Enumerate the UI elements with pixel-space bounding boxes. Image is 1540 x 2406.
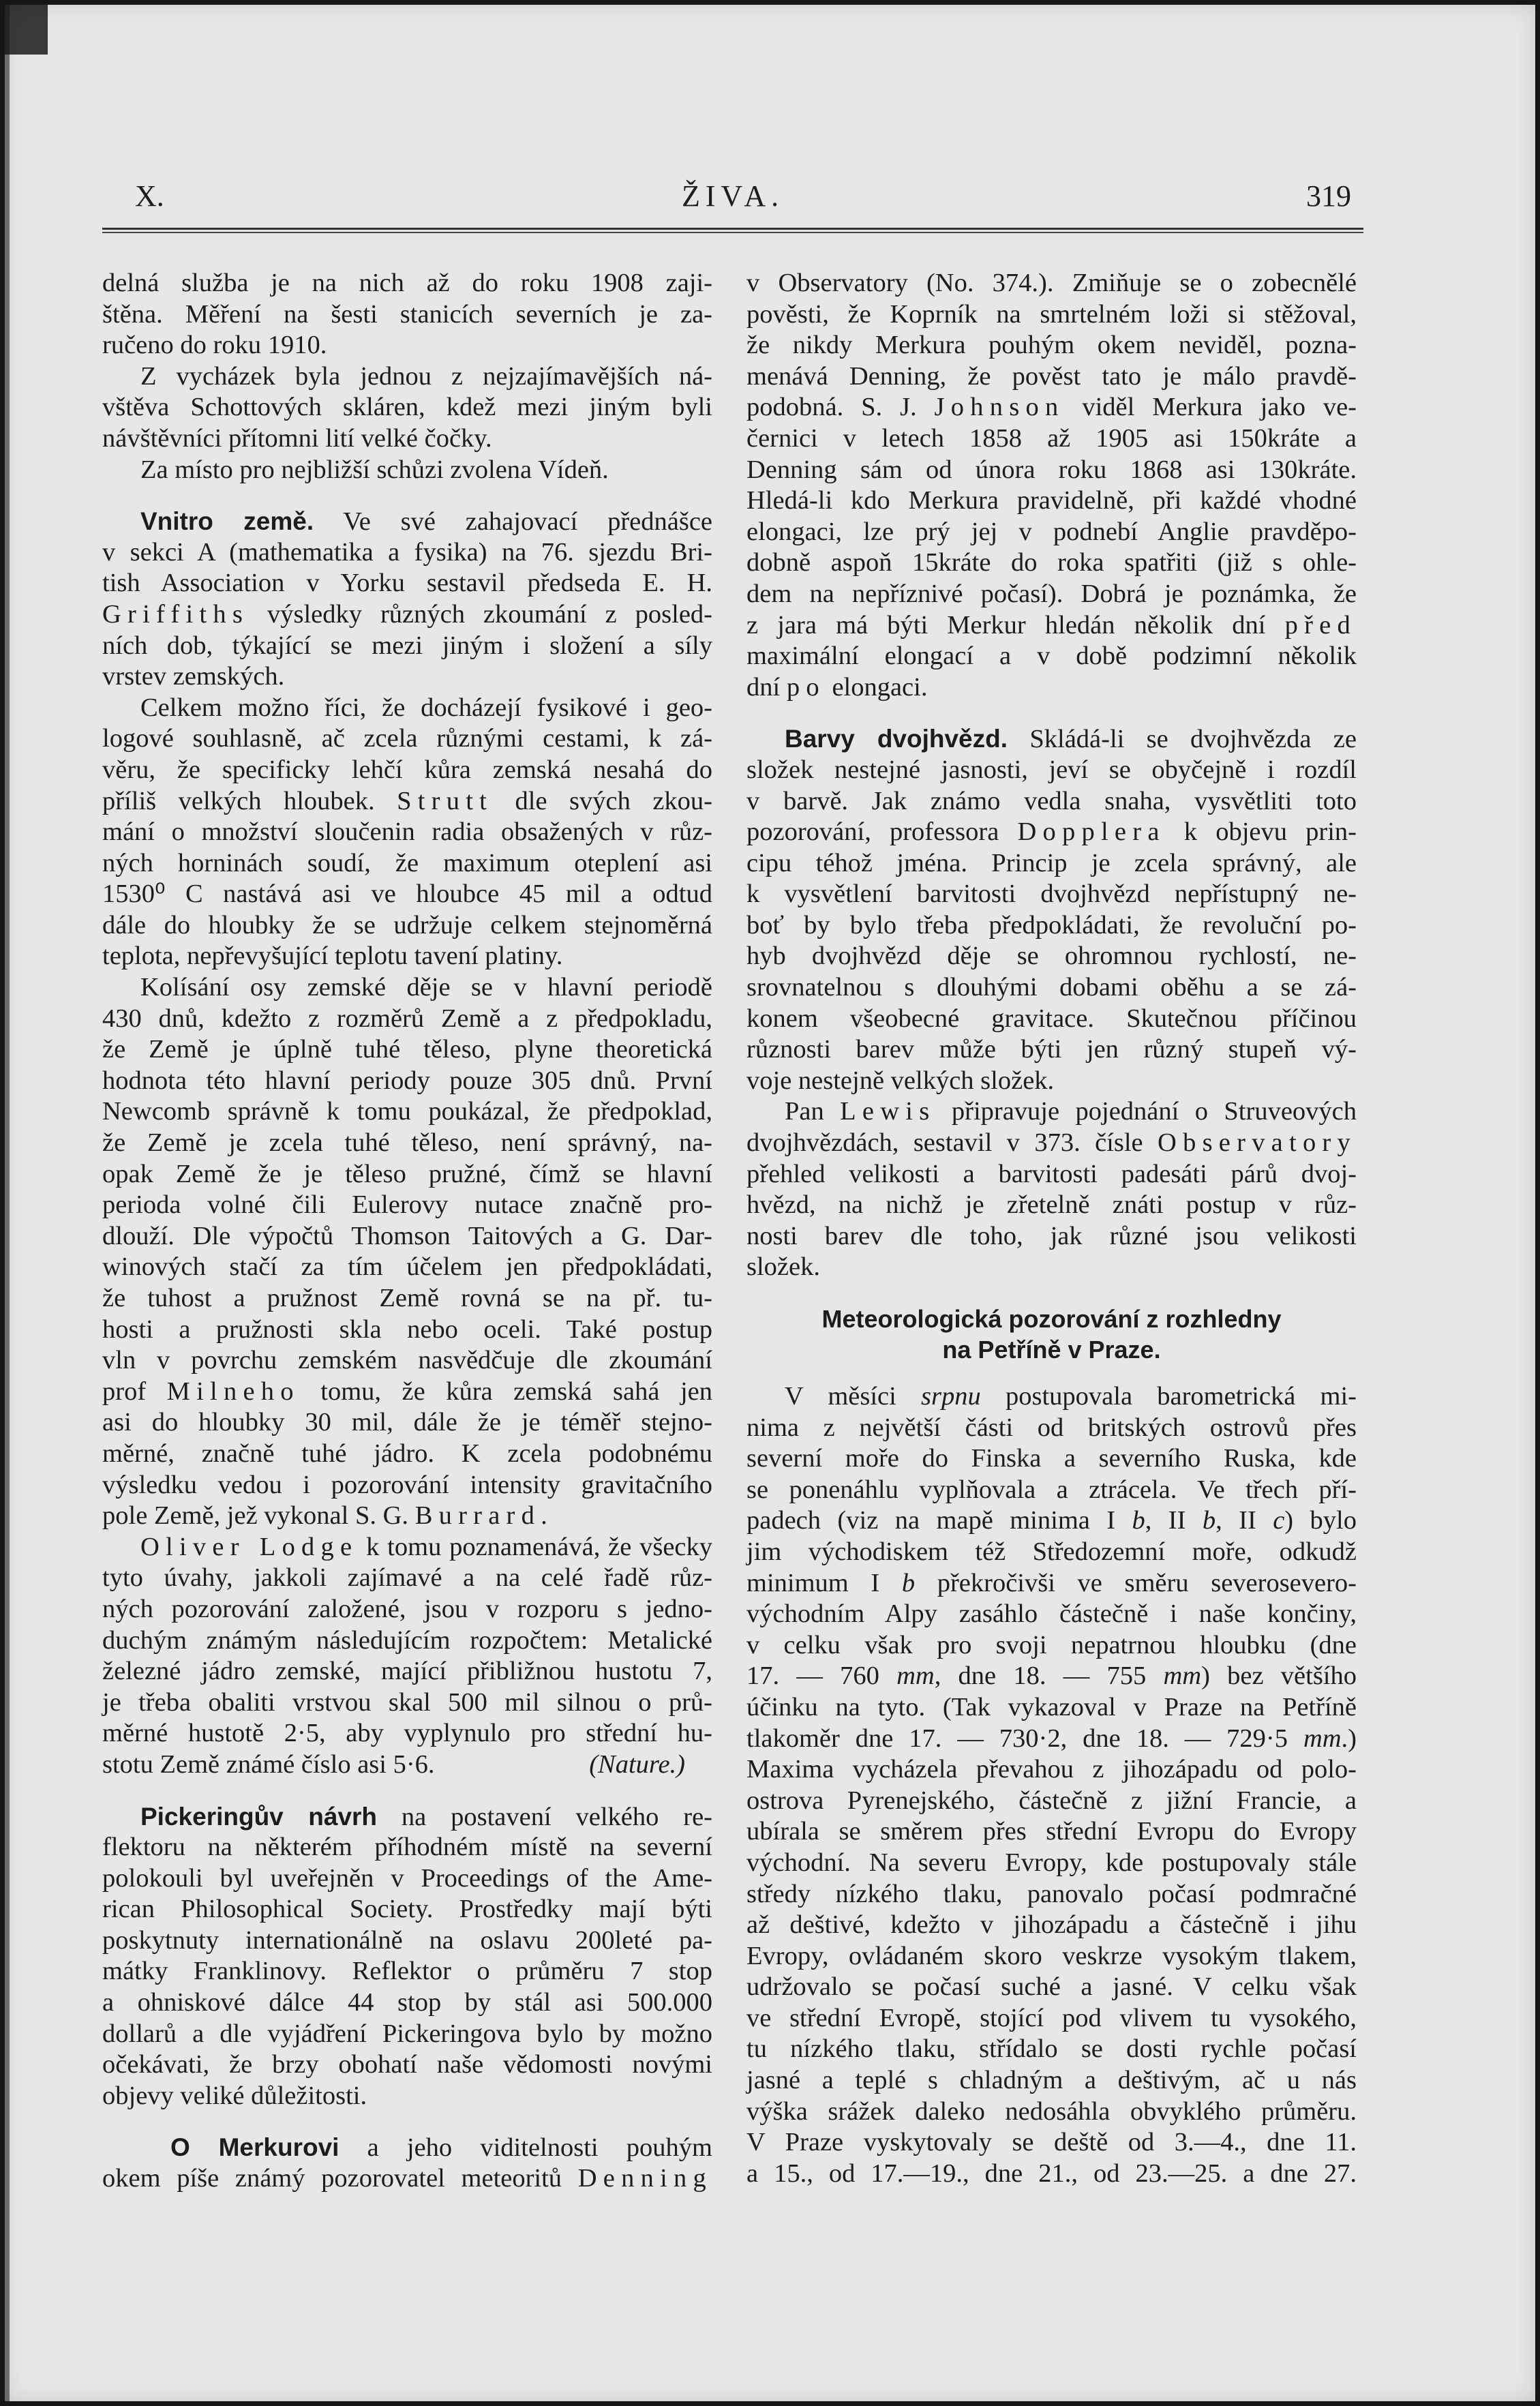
paragraph xyxy=(746,1381,1357,2189)
text-run: Ve své zahajovací přednášce xyxy=(314,507,712,537)
text-line: maximální elongací a v době podzimní několik xyxy=(746,642,1357,671)
text-line: návštěvníci přítomni lití velké čočky. xyxy=(102,423,492,453)
section-heading xyxy=(746,1304,1357,1365)
text-run: a jeho viditelnosti pouhým xyxy=(339,2133,712,2163)
text-line: hodnota této hlavní periody pouze 305 dnů. První xyxy=(102,1066,712,1095)
italic-text: c xyxy=(1273,1506,1285,1535)
text-run: pozorování, professora xyxy=(746,817,1018,847)
text-run: dle svých zkou- xyxy=(493,786,712,815)
text-line: ostrova Pyrenejského, částečně z jižní Francie, a xyxy=(746,1786,1357,1815)
text-line: V Praze vyskytovaly se deště od 3.—4., dne 11. xyxy=(746,2128,1357,2157)
text-run: , dne 18. — 755 xyxy=(934,1661,1164,1691)
text-run: na postavení velkého re- xyxy=(377,1802,712,1831)
text-line: Maxima vycházela převahou z jihozápadu od polo- xyxy=(746,1755,1357,1784)
text-run: z jara má býti Merkur hledán několik dní xyxy=(746,610,1285,640)
text-line: měrné, značně tuhé jádro. K zcela podobnému xyxy=(102,1439,712,1468)
text-run: k tomu poznamenává, že všecky xyxy=(358,1532,712,1561)
text-line: objevy veliké důležitosti. xyxy=(102,2081,367,2110)
text-line: černici v letech 1858 až 1905 asi 150kráte a xyxy=(746,423,1357,453)
scan-edge xyxy=(0,0,10,2406)
text-line: opak Země že je těleso pružné, čímž se hlavní xyxy=(102,1159,712,1188)
paragraph xyxy=(746,268,1357,703)
text-line: Kolísání osy zemské děje se v hlavní periodě xyxy=(140,973,712,1002)
text-run: Pan xyxy=(785,1097,841,1126)
text-line xyxy=(746,817,1357,848)
spaced-name: Griffiths xyxy=(102,599,250,629)
article-section xyxy=(102,2132,712,2194)
text-run: podobná. S. J. xyxy=(746,393,935,422)
text-line: Hledá-li kdo Merkura pravidelně, při každé vhodné xyxy=(746,486,1357,515)
text-line xyxy=(746,1661,1357,1692)
article-section xyxy=(746,268,1357,703)
text-line: mání o množství sloučenin radia obsažených v růz- xyxy=(102,817,712,847)
text-line: konem všeobecné gravitace. Skutečnou příčinou xyxy=(746,1004,1357,1033)
text-line: tish Association v Yorku sestavil předseda E. H. xyxy=(102,569,712,598)
text-line: voje nestejně velkých složek. xyxy=(746,1066,1055,1095)
text-line: očekávati, že brzy obohatí naše vědomosti novými xyxy=(102,2050,712,2079)
text-line: v Observatory (No. 374.). Zmiňuje se o zobecnělé xyxy=(746,269,1357,297)
paragraph xyxy=(102,693,712,972)
spaced-name: Oliver Lodge xyxy=(140,1532,359,1561)
italic-text: b xyxy=(1202,1506,1216,1535)
text-line: Za místo pro nejbližší schůzi zvolena Vídeň. xyxy=(140,455,609,484)
spaced-name: Dopplera xyxy=(1017,817,1166,847)
text-run: minimum I xyxy=(746,1568,902,1597)
text-line: menává Denning, že pověst tato je málo pravdě- xyxy=(746,361,1357,391)
spaced-name: Strutt xyxy=(397,786,494,815)
text-line: Newcomb správně k tomu poukázal, že předpoklad, xyxy=(102,1097,712,1126)
text-line xyxy=(102,1377,712,1408)
text-line: v celku však pro svoji nepatrnou hloubku (dne xyxy=(746,1630,1357,1659)
text-line: srovnatelnou s dlouhými dobami oběhu a se zá- xyxy=(746,973,1357,1002)
spaced-name: Lewis xyxy=(840,1097,936,1126)
text-line: 430 dnů, kdežto z rozměrů Země a z předpokladu, xyxy=(102,1004,712,1033)
text-run: stotu Země známé číslo asi 5·6. xyxy=(102,1749,435,1779)
text-line xyxy=(746,392,1357,423)
text-line: různosti barev může býti jen různý stupeň vý- xyxy=(746,1035,1357,1064)
text-line: je třeba obaliti vrstvou skal 500 mil silnou o prů- xyxy=(102,1687,712,1717)
text-line: vln v povrchu zemském nasvědčuje dle zkoumání xyxy=(102,1346,712,1375)
text-line: že tuhost a pružnost Země rovná se na př. tu- xyxy=(102,1284,712,1312)
text-line xyxy=(746,1568,1357,1599)
journal-title: ŽIVA. xyxy=(681,179,784,213)
text-line: až deštivé, kdežto v jihozápadu a částečně i jihu xyxy=(746,1910,1357,1940)
text-line: cipu téhož jména. Princip je zcela správný, ale xyxy=(746,848,1357,877)
article-section xyxy=(746,723,1357,1283)
text-line: dollarů a dle vyjádření Pickeringova bylo by možno xyxy=(102,2019,712,2048)
text-line: měrné hustotě 2·5, aby vyplynulo pro střední hu- xyxy=(102,1719,712,1748)
text-run: tlakoměr dne 17. — 730·2, dne 18. — 729·5 xyxy=(746,1724,1303,1753)
text-line: výsledku vedou i pozorování intensity gravitačního xyxy=(102,1470,712,1499)
text-line xyxy=(102,1801,712,1833)
spaced-name: před xyxy=(1284,610,1357,640)
italic-text: srpnu xyxy=(921,1382,981,1411)
text-line: ručeno do roku 1910. xyxy=(102,331,327,360)
text-line: dobně aspoň 15kráte do roka spatřiti (již s ohle- xyxy=(746,548,1357,577)
text-line: logové souhlasně, ač zcela různými cestami, k zá- xyxy=(102,724,712,753)
bold-lead-in: O Merkurovi xyxy=(170,2133,339,2162)
text-line: severní moře do Finska a severního Ruska, kde xyxy=(746,1444,1357,1473)
text-run: pole Země, jež vykonal S. G. xyxy=(102,1501,415,1531)
text-line: hosti a pružnosti skla nebo oceli. Také postup xyxy=(102,1314,712,1344)
text-line: středy nízkého tlaku, panovalo počasí podmračné xyxy=(746,1879,1357,1908)
spaced-name: Burrard xyxy=(414,1501,541,1531)
text-line: že nikdy Merkura pouhým okem neviděl, pozna- xyxy=(746,331,1357,360)
text-line: udržovalo se počasí suché a jasné. V celku však xyxy=(746,1972,1357,2002)
paragraph xyxy=(746,1096,1357,1283)
text-run: k objevu prin- xyxy=(1165,817,1357,847)
text-line xyxy=(102,599,712,631)
text-line: dlouží. Dle výpočtů Thomson Taitových a G. Dar- xyxy=(102,1221,712,1250)
source-citation xyxy=(589,1749,685,1781)
text-line: hyb dvojhvězd děje se ohromnou rychlostí, ne- xyxy=(746,942,1357,971)
text-line: východní. Na severu Evropy, kde postupovaly stále xyxy=(746,1848,1357,1877)
text-line: ve střední Evropě, stojící pod vlivem tu vysokého, xyxy=(746,2003,1357,2032)
italic-text: mm xyxy=(1163,1661,1202,1691)
text-line: tyto úvahy, jakkoli zajímavé a na celé řadě růz- xyxy=(102,1563,712,1593)
text-line: ubírala se směrem přes střední Evropu do Evropy xyxy=(746,1817,1357,1846)
spaced-name: Johnson xyxy=(934,393,1065,422)
text-run: příliš velkých hloubek. xyxy=(102,786,397,815)
article-section xyxy=(102,506,712,1780)
heading-line: na Petříně v Praze. xyxy=(942,1336,1161,1364)
text-line: 1530⁰ C nastává asi ve hloubce 45 mil a odtud xyxy=(102,879,712,909)
paragraph xyxy=(102,361,712,455)
text-line: boť by bylo třeba předpokládati, že revoluční po- xyxy=(746,910,1357,939)
text-run: prof xyxy=(102,1377,167,1406)
paragraph xyxy=(102,972,712,1532)
text-line: vrstev zemských. xyxy=(102,662,285,691)
paragraph xyxy=(102,1532,712,1781)
paragraph xyxy=(746,723,1357,1096)
text-run: překročivši ve směru severosevero- xyxy=(915,1568,1357,1597)
text-line: ných horninách soudí, že maximum oteplení asi xyxy=(102,848,712,877)
text-line: železné jádro zemské, mající přibližnou hustotu 7, xyxy=(102,1657,712,1686)
text-line xyxy=(746,1128,1357,1159)
text-line: štěna. Měření na šesti stanicích severních je za- xyxy=(102,299,712,329)
text-line: Denning sám od února roku 1868 asi 130kráte. xyxy=(746,455,1357,484)
text-line: dem na nepříznivé počasí). Dobrá je poznámka, že xyxy=(746,579,1357,608)
text-run: výsledky různých zkoumání z posled- xyxy=(249,599,712,629)
text-line: účinku na tyto. (Tak vykazoval v Praze na Petříně xyxy=(746,1692,1357,1721)
text-line: se ponenáhlu vyplňovala a ztrácela. Ve třech pří- xyxy=(746,1475,1357,1504)
text-line: delná služba je na nich až do roku 1908 zaji- xyxy=(102,269,712,297)
text-line: teplota, nepřevyšující teplotu tavení platiny. xyxy=(102,942,563,971)
paragraph xyxy=(102,2132,712,2194)
text-line xyxy=(746,1505,1357,1537)
text-line xyxy=(746,723,1357,755)
text-line: jasné a teplé s chladným a deštivým, ač u nás xyxy=(746,2066,1357,2095)
text-line: perioda volné čili Eulerovy nutace značně pro- xyxy=(102,1190,712,1220)
text-line: flektoru na některém příhodném místě na severní xyxy=(102,1833,712,1862)
text-line: k vysvětlení barvitosti dvojhvězd nepřístupný ne- xyxy=(746,879,1357,909)
text-line: složek. xyxy=(746,1252,820,1282)
header-double-rule xyxy=(102,228,1363,233)
text-line: věru, že specificky lehčí kůra zemská nesahá do xyxy=(102,755,712,784)
text-line xyxy=(746,1724,1357,1755)
text-line xyxy=(102,2163,712,2195)
paragraph xyxy=(102,268,712,361)
text-line: Z vycházek byla jednou z nejzajímavějších ná- xyxy=(140,361,712,391)
text-run: , II xyxy=(1216,1506,1273,1535)
text-run: , II xyxy=(1145,1506,1203,1535)
text-line: přehled velikosti a barvitosti padesáti párů dvoj- xyxy=(746,1159,1357,1188)
text-run: 17. — 760 xyxy=(746,1661,897,1691)
paragraph xyxy=(102,1801,712,2112)
text-line: že Země je zcela tuhé těleso, není správný, na- xyxy=(102,1128,712,1158)
text-line: ných pozorování založené, jsou v rozporu s jedno- xyxy=(102,1594,712,1623)
source-name: (Nature.) xyxy=(589,1749,685,1779)
text-line xyxy=(746,672,1357,704)
text-line: elongaci, lze prý jej v podnebí Anglie pravděpo- xyxy=(746,517,1357,546)
text-run: . xyxy=(541,1501,547,1531)
text-run: ) bylo xyxy=(1284,1506,1357,1535)
text-line: v barvě. Jak známo vedla snaha, vysvětliti toto xyxy=(746,786,1357,815)
article-section xyxy=(102,268,712,485)
text-run: Skládá-li se dvojhvězda ze xyxy=(1008,725,1357,754)
italic-text: b xyxy=(1132,1506,1145,1535)
article-section xyxy=(746,1304,1357,2189)
scan-corner xyxy=(0,0,48,55)
text-line: výška srážek daleko nedosáhla obvyklého průměru. xyxy=(746,2096,1357,2126)
text-line: polokouli byl uveřejněn v Proceedings of the Ame- xyxy=(102,1863,712,1893)
italic-text: mm xyxy=(896,1661,935,1691)
text-line: ních dob, týkající se mezi jiným i složení a síly xyxy=(102,631,712,660)
page-number: 319 xyxy=(1306,179,1351,213)
text-line: Celkem možno říci, že docházejí fysikové i geo- xyxy=(140,693,712,722)
paragraph xyxy=(102,455,712,486)
text-line xyxy=(102,506,712,537)
text-line: v sekci A (mathematika a fysika) na 76. sjezdu Bri- xyxy=(102,537,712,567)
text-line: východním Alpy zasáhlo částečně i naše končiny, xyxy=(746,1599,1357,1629)
text-line: rican Philosophical Society. Prostředky mají býti xyxy=(102,1895,712,1924)
text-run: ) bez většího xyxy=(1201,1661,1357,1691)
text-run: dvojhvězdách, sestavil v 373. čísle xyxy=(746,1128,1158,1158)
bold-lead-in: Pickeringův návrh xyxy=(140,1802,378,1831)
text-line: dále do hloubky že se udržuje celkem stejnoměrná xyxy=(102,910,712,939)
text-run: postupovala barometrická mi- xyxy=(980,1382,1357,1411)
text-line xyxy=(102,1501,712,1532)
text-run: .) xyxy=(1341,1724,1357,1753)
text-line: poskytnuty internationálně na oslavu 200leté pa- xyxy=(102,1925,712,1955)
text-line: tu nízkého tlaku, střídalo se dosti rychle počasí xyxy=(746,2034,1357,2064)
text-line xyxy=(746,610,1357,642)
paragraph xyxy=(102,506,712,693)
text-run: padech (viz na mapě minima I xyxy=(746,1506,1132,1535)
bold-lead-in: Vnitro země. xyxy=(140,507,314,536)
running-header xyxy=(102,179,1363,220)
italic-text: mm xyxy=(1303,1724,1342,1753)
text-line: nosti barev dle toho, jak různé jsou velikosti xyxy=(746,1221,1357,1250)
text-line: pověsti, že Koprník na smrtelném loži si stěžoval, xyxy=(746,299,1357,329)
text-line: duchým známým následujícím rozpočtem: Metalické xyxy=(102,1625,712,1655)
text-line xyxy=(102,1532,712,1563)
text-line xyxy=(746,1381,1357,1413)
text-line: jim východiskem též Středozemní moře, odkudž xyxy=(746,1537,1357,1566)
text-line: nima z největší části od britských ostrovů přes xyxy=(746,1413,1357,1442)
text-line: složek nestejné jasnosti, jeví se obyčejně i rozdíl xyxy=(746,755,1357,784)
text-line: mátky Franklinovy. Reflektor o průměru 7 stop xyxy=(102,1957,712,1986)
article-section xyxy=(102,1801,712,2112)
spaced-name: Denning xyxy=(577,2164,712,2193)
spaced-name: Milneho xyxy=(166,1377,300,1406)
text-run: elongaci. xyxy=(825,672,928,702)
text-run: okem píše známý pozorovatel meteoritů xyxy=(102,2164,578,2193)
left-column xyxy=(102,268,712,2195)
italic-text: b xyxy=(901,1568,916,1597)
text-line: winových stačí za tím účelem jen předpokládati, xyxy=(102,1252,712,1282)
right-column xyxy=(746,268,1357,2189)
spaced-name: po xyxy=(786,672,826,702)
text-line: hvězd, na nichž je zřetelně znáti postup v růz- xyxy=(746,1190,1357,1220)
text-line: a ohniskové dálce 44 stop by stál asi 500.000 xyxy=(102,1988,712,2017)
text-line: že Země je úplně tuhé těleso, plyne theoretická xyxy=(102,1035,712,1064)
bold-lead-in: Barvy dvojhvězd. xyxy=(785,725,1008,753)
text-line xyxy=(102,786,712,817)
text-run: dní xyxy=(746,672,787,702)
text-run: tomu, že kůra zemská sahá jen xyxy=(299,1377,712,1406)
text-line xyxy=(102,2132,712,2163)
text-run: připravuje pojednání o Struveových xyxy=(935,1097,1357,1126)
text-run: V měsíci xyxy=(785,1382,922,1411)
spaced-name: Observatory xyxy=(1158,1128,1357,1158)
text-line: a 15., od 17.—19., dne 21., od 23.—25. a dne 27. xyxy=(746,2159,1357,2188)
text-line: Evropy, ovládaném skoro veskrze vysokým tlakem, xyxy=(746,1941,1357,1970)
volume-number: X. xyxy=(135,179,164,213)
text-line: vštěva Schottových skláren, kdež mezi jiným byli xyxy=(102,393,712,422)
text-run: viděl Merkura jako ve- xyxy=(1064,393,1357,422)
text-line xyxy=(746,1096,1357,1128)
text-line xyxy=(102,1749,712,1781)
text-line: asi do hloubky 30 mil, dále že je téměř stejno- xyxy=(102,1408,712,1437)
heading-line: Meteorologická pozorování z rozhledny xyxy=(821,1305,1282,1333)
